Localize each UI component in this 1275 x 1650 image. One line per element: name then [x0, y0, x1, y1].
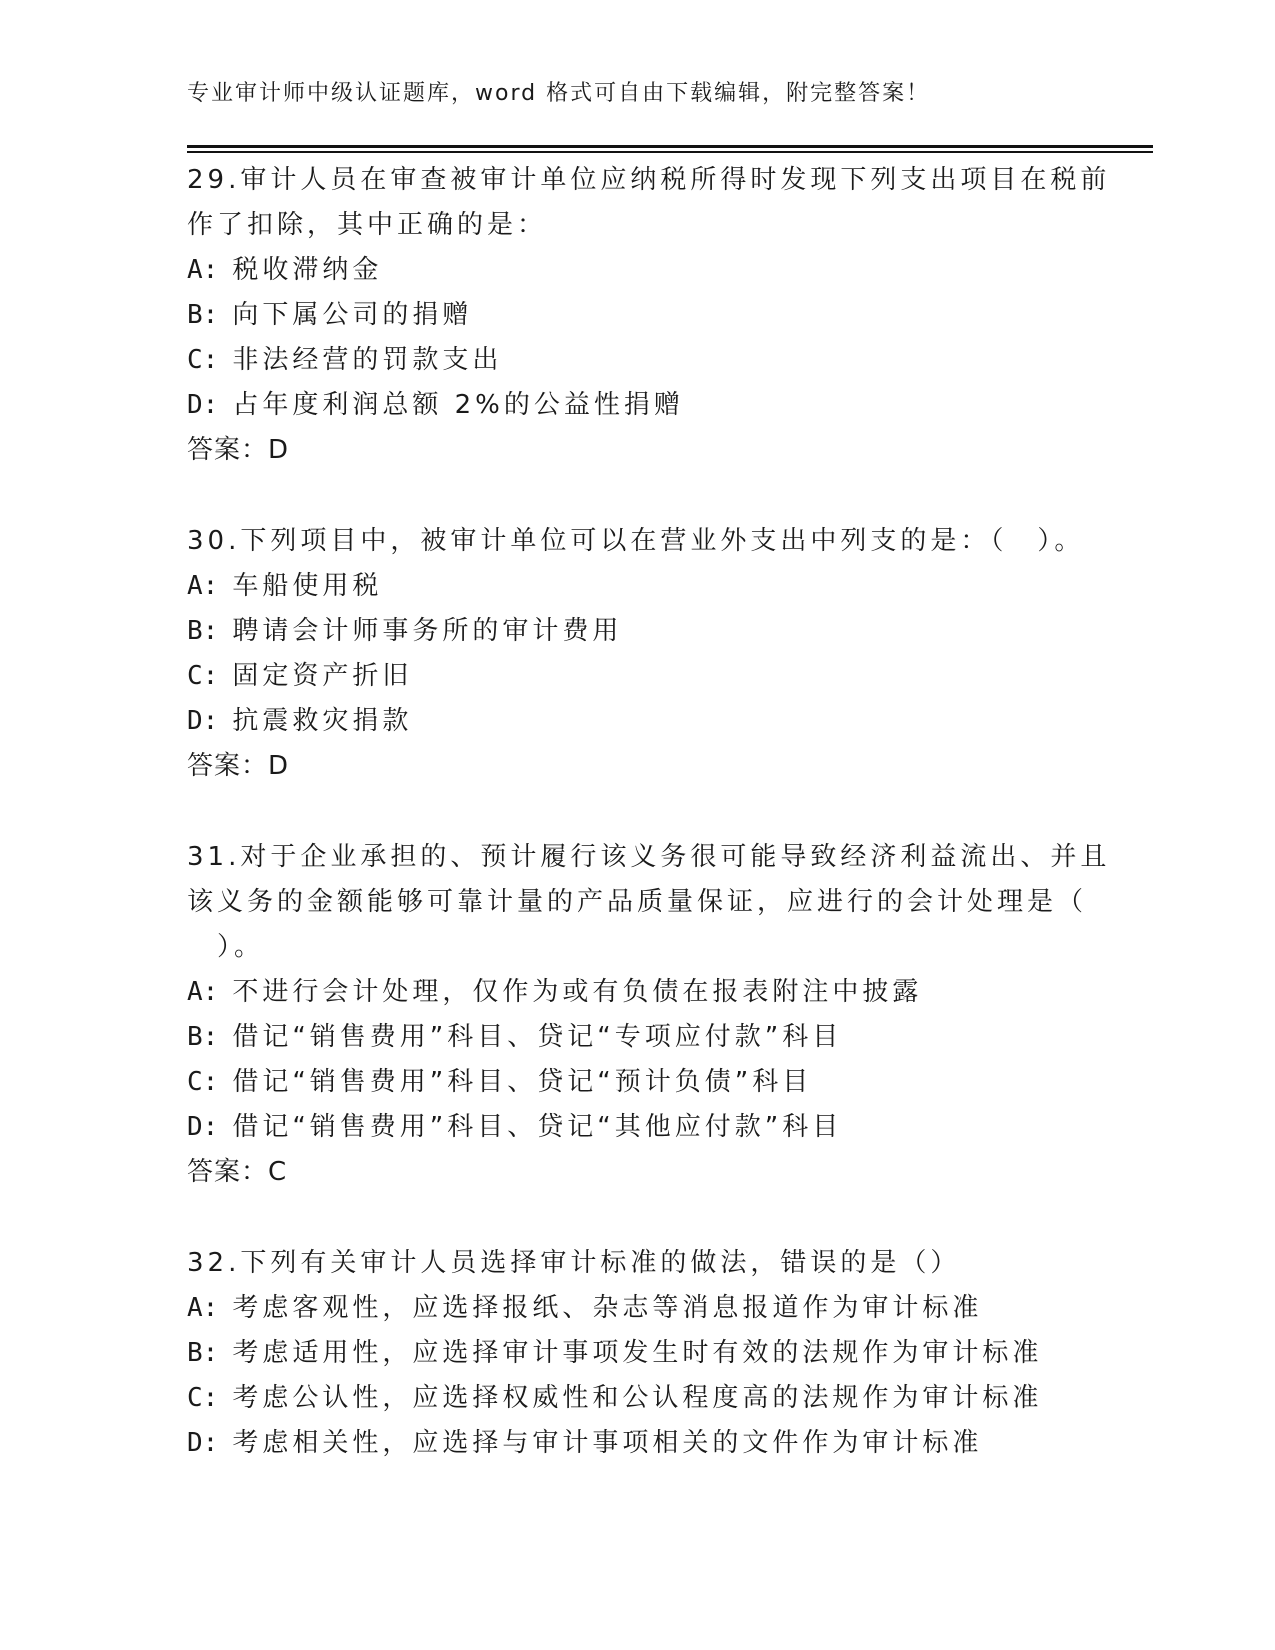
option-c — [187, 654, 1087, 699]
header-rule-thin — [187, 151, 1153, 153]
option-letter: D: — [187, 390, 219, 420]
option-letter: C: — [187, 1383, 219, 1413]
option-letter: A: — [187, 977, 219, 1007]
option-letter: B: — [187, 300, 219, 330]
option-text: 税收滞纳金 — [232, 255, 383, 285]
option-text: 非法经营的罚款支出 — [232, 345, 503, 375]
option-a — [187, 1286, 1087, 1331]
question-31 — [187, 835, 1111, 1195]
question-32 — [187, 1241, 1087, 1466]
option-letter: C: — [187, 1067, 219, 1097]
option-b — [187, 1015, 1087, 1060]
option-d — [187, 699, 1087, 744]
question-29 — [187, 158, 1111, 473]
question-30 — [187, 519, 1087, 789]
option-letter: D: — [187, 1112, 219, 1142]
option-letter: D: — [187, 706, 219, 736]
option-text: 向下属公司的捐赠 — [232, 300, 473, 330]
stem-line: 31.对于企业承担的、预计履行该义务很可能导致经济利益流出、并且 — [187, 842, 1111, 872]
option-text: 借记“销售费用”科目、贷记“预计负债”科目 — [232, 1067, 813, 1097]
option-text: 固定资产折旧 — [232, 661, 413, 691]
option-letter: A: — [187, 571, 219, 601]
option-text: 不进行会计处理，仅作为或有负债在报表附注中披露 — [232, 977, 923, 1007]
option-c — [187, 338, 1087, 383]
question-list — [187, 158, 1111, 1512]
stem-line: 该义务的金额能够可靠计量的产品质量保证，应进行的会计处理是（ — [187, 887, 1088, 917]
option-text: 考虑公认性，应选择权威性和公认程度高的法规作为审计标准 — [232, 1383, 1043, 1413]
option-text: 占年度利润总额 2%的公益性捐赠 — [232, 390, 684, 420]
option-d — [187, 1421, 1087, 1466]
option-text: 抗震救灾捐款 — [232, 706, 413, 736]
stem-line: 作了扣除，其中正确的是： — [187, 210, 548, 240]
option-letter: B: — [187, 616, 219, 646]
option-c — [187, 1060, 1087, 1105]
stem-line: ）。 — [187, 932, 265, 962]
option-a — [187, 970, 1087, 1015]
question-stem — [187, 158, 1111, 248]
option-text: 考虑相关性，应选择与审计事项相关的文件作为审计标准 — [232, 1428, 983, 1458]
option-d — [187, 383, 1087, 428]
option-text: 车船使用税 — [232, 571, 383, 601]
question-stem — [187, 835, 1111, 970]
option-letter: C: — [187, 345, 219, 375]
option-letter: A: — [187, 255, 219, 285]
option-d — [187, 1105, 1087, 1150]
question-stem — [187, 1241, 1087, 1286]
option-letter: D: — [187, 1428, 219, 1458]
option-text: 考虑适用性，应选择审计事项发生时有效的法规作为审计标准 — [232, 1338, 1043, 1368]
option-b — [187, 1331, 1087, 1376]
option-a — [187, 248, 1087, 293]
page-header: 专业审计师中级认证题库，word 格式可自由下载编辑，附完整答案！ — [187, 81, 931, 106]
option-letter: C: — [187, 661, 219, 691]
option-text: 借记“销售费用”科目、贷记“专项应付款”科目 — [232, 1022, 843, 1052]
answer: 答案：D — [187, 751, 290, 781]
answer: 答案：D — [187, 435, 290, 465]
option-b — [187, 609, 1087, 654]
option-letter: B: — [187, 1022, 219, 1052]
question-stem — [187, 519, 1087, 564]
option-letter: B: — [187, 1338, 219, 1368]
stem-line: 32.下列有关审计人员选择审计标准的做法，错误的是（） — [187, 1248, 961, 1278]
option-a — [187, 564, 1087, 609]
option-text: 考虑客观性，应选择报纸、杂志等消息报道作为审计标准 — [232, 1293, 983, 1323]
option-b — [187, 293, 1087, 338]
option-c — [187, 1376, 1087, 1421]
header-rule-thick — [187, 145, 1153, 148]
stem-line: 30.下列项目中，被审计单位可以在营业外支出中列支的是：（ ）。 — [187, 526, 1085, 556]
answer: 答案：C — [187, 1157, 288, 1187]
stem-line: 29.审计人员在审查被审计单位应纳税所得时发现下列支出项目在税前 — [187, 165, 1111, 195]
option-text: 聘请会计师事务所的审计费用 — [232, 616, 623, 646]
option-letter: A: — [187, 1293, 219, 1323]
option-text: 借记“销售费用”科目、贷记“其他应付款”科目 — [232, 1112, 843, 1142]
